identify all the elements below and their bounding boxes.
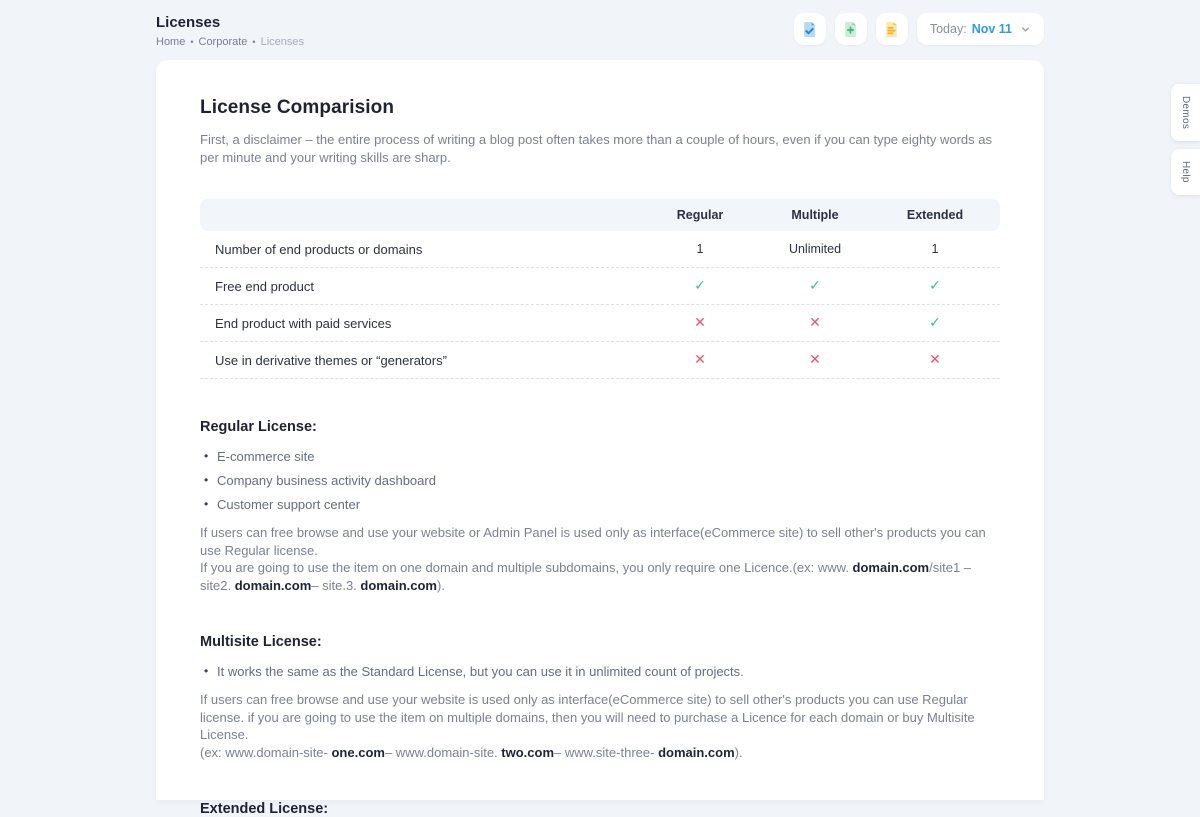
- list-item: • Customer support center: [200, 497, 1000, 512]
- check-icon: ✓: [694, 278, 706, 294]
- bold-text: one.com: [331, 744, 385, 760]
- text: /site1 – site2.: [200, 560, 972, 593]
- breadcrumb-separator: •: [252, 36, 256, 47]
- text: – www.domain-site.: [384, 744, 502, 760]
- topbar-left: [156, 10, 304, 48]
- topbar: [156, 0, 1044, 58]
- cross-icon: ✕: [809, 352, 821, 368]
- side-tab-demos[interactable]: Demos: [1171, 84, 1200, 141]
- file-plus-button[interactable]: [835, 13, 867, 45]
- section-heading: Regular License:: [200, 419, 317, 435]
- bold-text: domain.com: [234, 577, 312, 593]
- page-title: Licenses: [156, 14, 221, 31]
- bold-text: domain.com: [360, 577, 437, 593]
- card-title: License Comparision: [200, 97, 395, 118]
- file-check-button[interactable]: [794, 13, 826, 45]
- table-cell: [760, 278, 870, 294]
- table-column-header: Regular: [676, 208, 724, 222]
- license-sections: [200, 419, 1000, 817]
- date-label: Today:: [929, 22, 967, 36]
- table-row-label: Number of end products or domains: [215, 241, 423, 257]
- text: – www.site-three-: [554, 744, 659, 760]
- text: If users can free browse and use your website is used only as interface(eCommerce site) to sell other's products you can use Regular license. if you are going to use the item on multiple domains, then you will need to purchase a Licence for each domain or buy Multisite License.: [200, 692, 975, 742]
- table-row: [200, 305, 1000, 342]
- check-icon: ✓: [929, 315, 941, 331]
- breadcrumb-item[interactable]: Home: [156, 36, 186, 48]
- text: ).: [436, 577, 445, 593]
- section-paragraph: [200, 524, 1000, 594]
- table-row-label: End product with paid services: [215, 315, 392, 331]
- content-card: [156, 60, 1044, 817]
- table-cell: [760, 315, 870, 331]
- breadcrumb: [156, 36, 304, 48]
- list-item: • E-commerce site: [200, 449, 1000, 464]
- text: – site.3.: [311, 577, 361, 593]
- section-heading: Multisite License:: [200, 634, 322, 650]
- date-selector[interactable]: [917, 13, 1044, 45]
- cross-icon: ✕: [929, 352, 941, 368]
- section-heading: Extended License:: [200, 801, 329, 817]
- table-column-header: Extended: [906, 208, 964, 222]
- paragraph-line: [200, 524, 1000, 559]
- table-row-label: Use in derivative themes or “generators”: [215, 352, 447, 368]
- table-cell: [870, 352, 1000, 368]
- table-row-label: Free end product: [215, 278, 315, 294]
- cross-icon: ✕: [694, 315, 706, 331]
- table-cell: [640, 352, 760, 368]
- table-row: [200, 231, 1000, 268]
- text: If you are going to use the item on one domain and multiple subdomains, you only require one Licence.(ex: www.: [200, 560, 853, 575]
- side-tabs: [1171, 84, 1200, 195]
- bold-text: domain.com: [852, 560, 930, 575]
- paragraph-line: [200, 691, 1000, 744]
- table-cell: 1: [696, 242, 704, 256]
- table-cell: 1: [931, 242, 939, 256]
- table-row: [200, 342, 1000, 379]
- file-lines-icon: [883, 21, 900, 38]
- section-bullet-list: [200, 449, 1000, 512]
- chevron-down-icon: [1020, 24, 1031, 35]
- table-cell: [870, 278, 1000, 294]
- breadcrumb-item: Licenses: [260, 36, 304, 48]
- breadcrumb-separator: •: [190, 36, 194, 47]
- file-check-icon: [801, 21, 818, 38]
- table-cell: [640, 278, 760, 294]
- paragraph-line: [200, 559, 1000, 594]
- table-cell: [640, 315, 760, 331]
- date-value: Nov 11: [971, 22, 1012, 36]
- cross-icon: ✕: [809, 315, 821, 331]
- intro-text: First, a disclaimer – the entire process of writing a blog post often takes more than a couple of hours, even if you can type eighty words as per minute and your writing skills are sharp.: [200, 132, 992, 165]
- list-item: • It works the same as the Standard License, but you can use it in unlimited count of projects.: [200, 664, 1000, 679]
- bold-text: domain.com: [658, 744, 735, 760]
- text: (ex: www.domain-site-: [200, 744, 332, 760]
- file-plus-icon: [842, 21, 859, 38]
- text: If users can free browse and use your website or Admin Panel is used only as interface(eCommerce site) to sell other's products you can use Regular license.: [200, 525, 986, 558]
- table-cell: [760, 352, 870, 368]
- text: ).: [734, 744, 743, 760]
- check-icon: ✓: [929, 278, 941, 294]
- check-icon: ✓: [809, 278, 821, 294]
- license-comparison-table: [200, 199, 1000, 379]
- bold-text: two.com: [501, 744, 555, 760]
- table-row: [200, 268, 1000, 305]
- section-paragraph: [200, 691, 1000, 761]
- file-lines-button[interactable]: [876, 13, 908, 45]
- cross-icon: ✕: [694, 352, 706, 368]
- table-cell: [870, 315, 1000, 331]
- table-cell: Unlimited: [788, 242, 842, 256]
- table-header-row: [200, 199, 1000, 231]
- table-column-header: Multiple: [791, 208, 839, 222]
- section-bullet-list: [200, 664, 1000, 679]
- paragraph-line: [200, 744, 1000, 762]
- side-tab-help[interactable]: Help: [1171, 149, 1200, 195]
- list-item: • Company business activity dashboard: [200, 473, 1000, 488]
- breadcrumb-item[interactable]: Corporate: [198, 36, 248, 48]
- topbar-actions: [794, 13, 1044, 45]
